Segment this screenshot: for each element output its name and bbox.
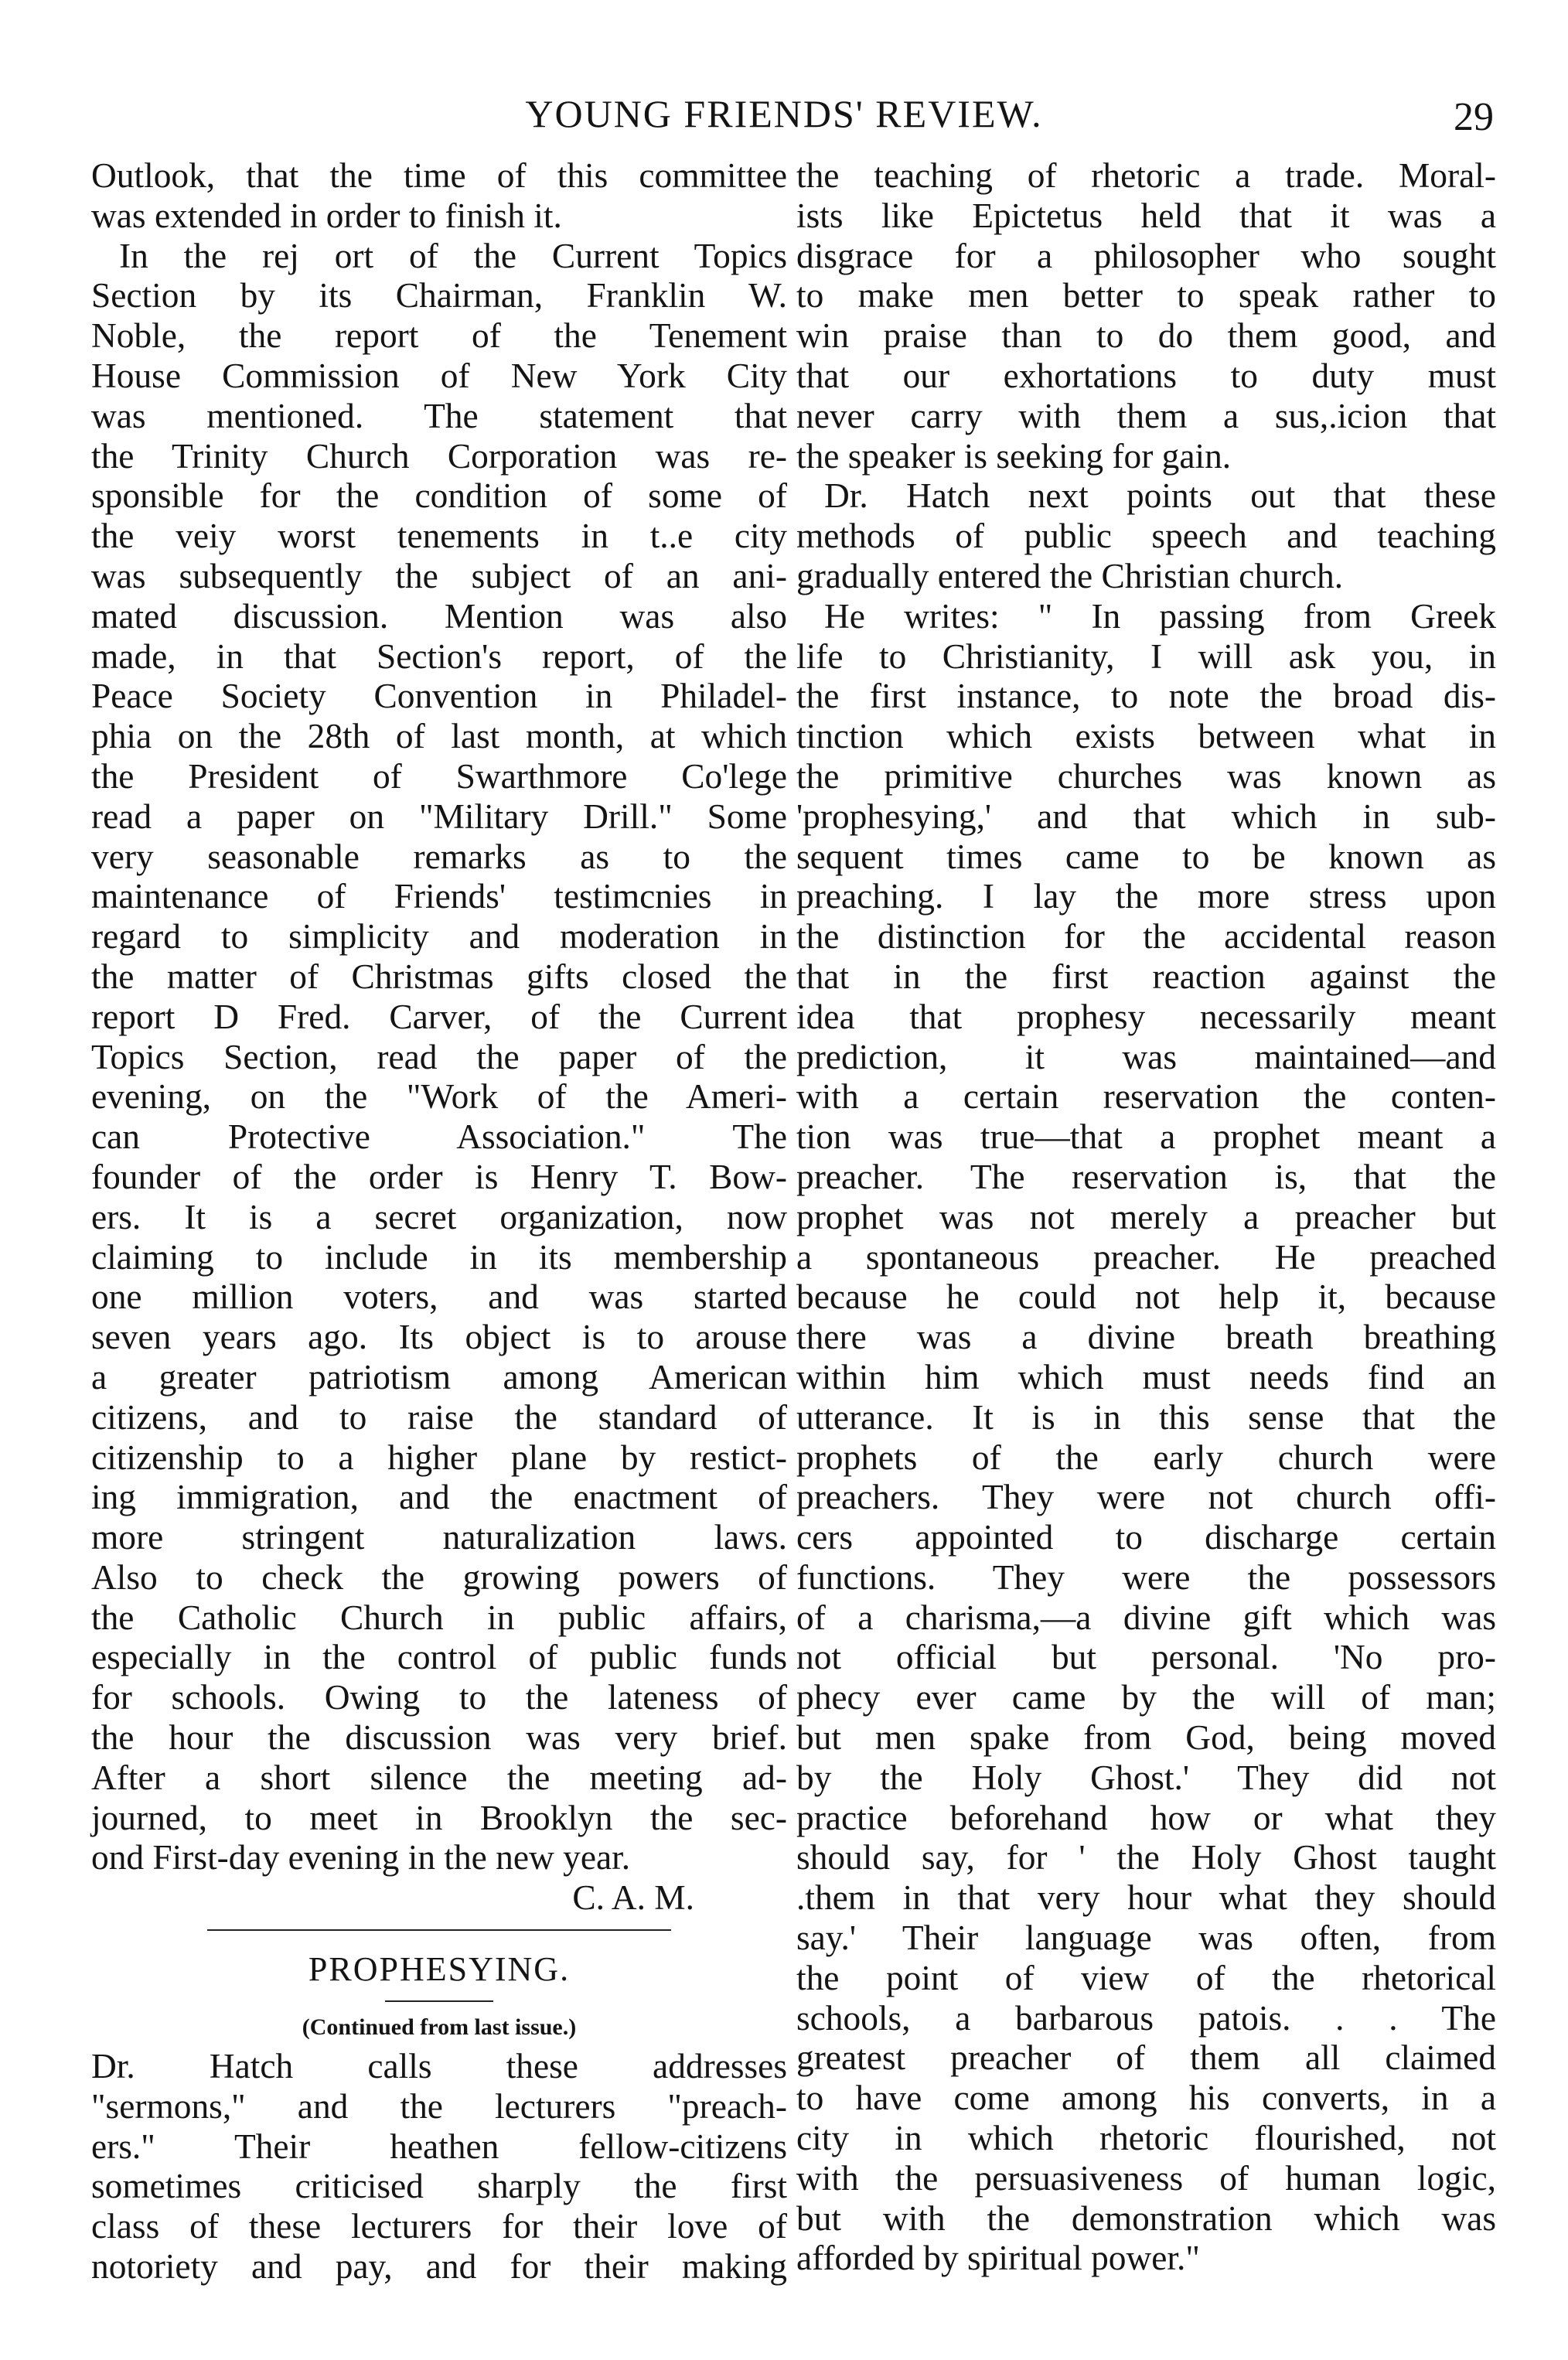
text-line: tion was true—that a prophet meant a [796,1117,1496,1157]
text-line: tinction which exists between what in [796,717,1496,756]
text-line: Topics Section, read the paper of the [91,1037,787,1076]
text-line: the veiy worst tenements in t..e city [91,517,787,556]
text-line: preachers. They were not church offi- [796,1478,1496,1517]
text-line: founder of the order is Henry T. Bow- [91,1157,787,1196]
text-line: .them in that very hour what they should [796,1878,1496,1918]
section-divider [207,1929,671,1931]
text-line: class of these lecturers for their love of [91,2207,787,2246]
text-line: the Trinity Church Corporation was re- [91,436,787,476]
journal-title: YOUNG FRIENDS' REVIEW. [525,92,1043,135]
text-line: because he could not help it, because [796,1277,1496,1317]
text-line: was subsequently the subject of an ani- [91,556,787,595]
text-line: life to Christianity, I will ask you, in [796,636,1496,676]
text-line: a greater patriotism among American [91,1357,787,1397]
text-line: ers." Their heathen fellow-citizens [91,2126,787,2166]
text-line: He writes: " In passing from Greek [824,596,1496,636]
text-line: preaching. I lay the more stress upon [796,877,1496,916]
text-line: 'prophesying,' and that which in sub- [796,796,1496,836]
text-line: report D Fred. Carver, of the Current [91,997,787,1036]
text-line: afforded by spiritual power." [796,2239,1200,2278]
text-line: should say, for ' the Holy Ghost taught [796,1838,1496,1877]
text-line: maintenance of Friends' testimcnies in [91,877,787,916]
text-line: of a charisma,—a divine gift which was [796,1598,1496,1637]
text-line: with the persuasiveness of human logic, [796,2158,1496,2198]
text-line: Also to check the growing powers of [91,1557,787,1597]
text-line: preacher. The reservation is, that the [796,1157,1496,1196]
text-line: prophets of the early church were [796,1437,1496,1477]
text-line: win praise than to do them good, and [796,316,1496,356]
text-line: to have come among his converts, in a [796,2079,1496,2118]
text-line: notoriety and pay, and for their making [91,2247,787,2287]
text-line: a spontaneous preacher. He preached [796,1237,1496,1277]
text-line: ond First-day evening in the new year. [91,1838,631,1877]
left-column [91,156,787,2287]
text-line: Dr. Hatch next points out that these [824,476,1496,516]
text-line: sometimes criticised sharply the first [91,2167,787,2206]
text-line: with a certain reservation the conten- [796,1077,1496,1117]
text-line: disgrace for a philosopher who sought [796,236,1496,275]
text-line: one million voters, and was started [91,1277,787,1317]
text-line: read a paper on "Military Drill." Some [91,796,787,836]
text-line: methods of public speech and teaching [796,517,1496,556]
text-line: was mentioned. The statement that [91,396,787,435]
text-line: the speaker is seeking for gain. [796,436,1232,476]
text-line: especially in the control of public funds [91,1638,787,1677]
text-line: the Catholic Church in public affairs, [91,1598,787,1637]
text-line: practice beforehand how or what they [796,1798,1496,1837]
text-line: In the rej ort of the Current Topics [119,236,787,275]
text-line: ists like Epictetus held that it was a [796,196,1496,235]
text-line: "sermons," and the lecturers "preach- [91,2086,787,2126]
text-line: the matter of Christmas gifts closed the [91,957,787,996]
right-column-text [796,156,1496,2279]
text-line: the President of Swarthmore Co'lege [91,756,787,796]
text-line: phia on the 28th of last month, at which [91,717,787,756]
text-line: Noble, the report of the Tenement [91,316,787,356]
text-line: the point of view of the rhetorical [796,1958,1496,1997]
text-line: citizens, and to raise the standard of [91,1397,787,1437]
text-line: city in which rhetoric flourished, not [796,2119,1496,2158]
text-line: sponsible for the condition of some of [91,476,787,516]
page-number: 29 [1454,95,1494,139]
text-line: Peace Society Convention in Philadel- [91,677,787,716]
right-column [796,156,1496,2279]
text-line: made, in that Section's report, of the [91,636,787,676]
text-line: schools, a barbarous patois. . . The [796,1998,1496,2038]
text-line: After a short silence the meeting ad- [91,1758,787,1797]
text-line: Section by its Chairman, Franklin W. [91,276,787,315]
text-line: greatest preacher of them all claimed [796,2038,1496,2078]
continued-note: (Continued from last issue.) [302,2014,577,2041]
signature: C. A. M. [572,1878,694,1918]
text-line: Dr. Hatch calls these addresses [91,2047,787,2086]
text-line: regard to simplicity and moderation in [91,917,787,957]
text-line: Outlook, that the time of this committee [91,156,787,195]
text-line: not official but personal. 'No pro- [796,1638,1496,1677]
text-line: the distinction for the accidental reason [796,917,1496,957]
text-line: seven years ago. Its object is to arouse [91,1318,787,1357]
text-line: phecy ever came by the will of man; [796,1678,1496,1717]
text-line: there was a divine breath breathing [796,1318,1496,1357]
text-line: by the Holy Ghost.' They did not [796,1758,1496,1797]
text-line: that our exhortations to duty must [796,356,1496,395]
text-line: was extended in order to finish it. [91,196,562,235]
text-line: House Commission of New York City [91,356,787,395]
text-line: prediction, it was maintained—and [796,1037,1496,1076]
text-line: more stringent naturalization laws. [91,1518,787,1557]
text-line: the first instance, to note the broad dis- [796,677,1496,716]
title-underline [385,2000,493,2002]
text-line: for schools. Owing to the lateness of [91,1678,787,1717]
text-line: sequent times came to be known as [796,837,1496,876]
running-head [0,91,1568,145]
text-line: the hour the discussion was very brief. [91,1718,787,1758]
text-line: that in the first reaction against the [796,957,1496,996]
text-line: cers appointed to discharge certain [796,1518,1496,1557]
text-line: but men spake from God, being moved [796,1718,1496,1758]
text-line: journed, to meet in Brooklyn the sec- [91,1798,787,1837]
article-body-start [91,2047,787,2287]
text-line: utterance. It is in this sense that the [796,1397,1496,1437]
text-line: prophet was not merely a preacher but [796,1197,1496,1236]
text-line: the primitive churches was known as [796,756,1496,796]
left-column-text [91,156,787,1878]
text-line: ing immigration, and the enactment of [91,1478,787,1517]
text-line: say.' Their language was often, from [796,1918,1496,1958]
text-line: the teaching of rhetoric a trade. Moral- [796,156,1496,195]
text-line: ers. It is a secret organization, now [91,1197,787,1236]
article-title: PROPHESYING. [308,1950,571,1989]
text-line: never carry with them a sus,.icion that [796,396,1496,435]
text-line: citizenship to a higher plane by restict- [91,1437,787,1477]
text-line: claiming to include in its membership [91,1237,787,1277]
text-line: functions. They were the possessors [796,1557,1496,1597]
text-line: evening, on the "Work of the Ameri- [91,1077,787,1117]
text-line: can Protective Association." The [91,1117,787,1157]
text-line: within him which must needs find an [796,1357,1496,1397]
text-line: gradually entered the Christian church. [796,556,1344,595]
text-line: very seasonable remarks as to the [91,837,787,876]
text-line: but with the demonstration which was [796,2198,1496,2238]
text-line: mated discussion. Mention was also [91,596,787,636]
text-line: to make men better to speak rather to [796,276,1496,315]
text-line: idea that prophesy necessarily meant [796,997,1496,1036]
